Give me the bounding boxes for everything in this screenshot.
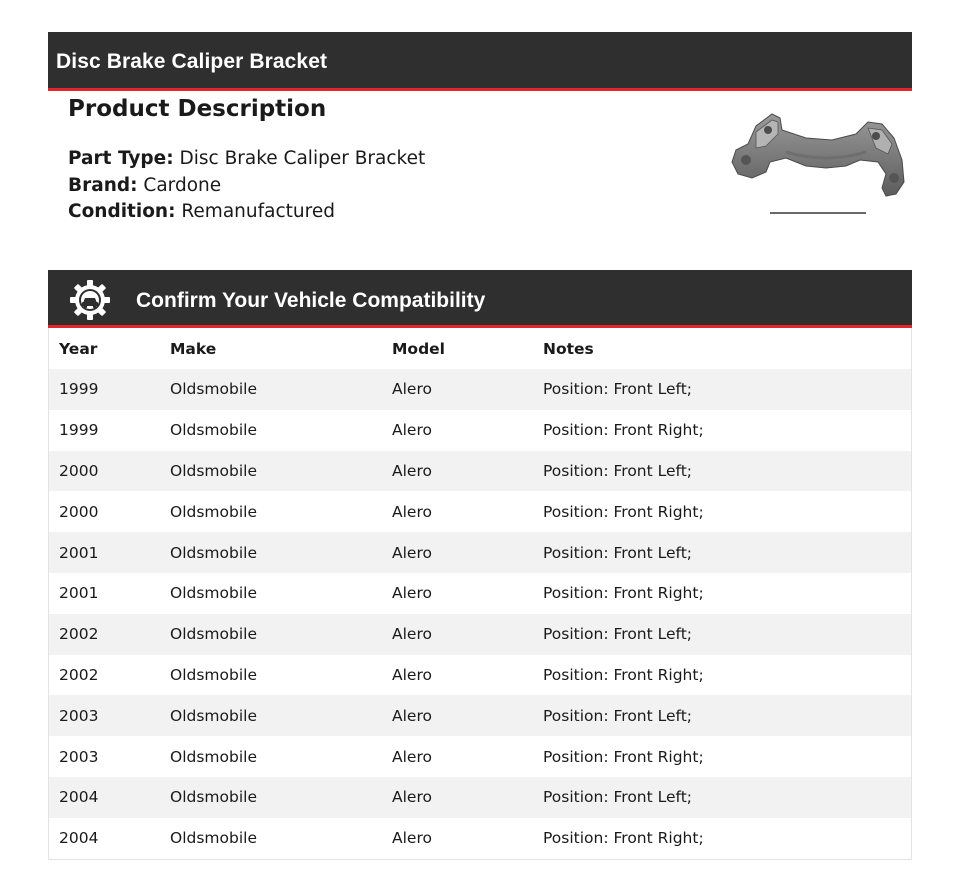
cell-make: Oldsmobile (170, 502, 257, 521)
cell-make: Oldsmobile (170, 421, 257, 440)
table-row (49, 491, 911, 532)
column-header-year: Year (59, 339, 98, 358)
cell-notes: Position: Front Right; (543, 421, 704, 440)
cell-year: 2003 (59, 706, 99, 725)
cell-make: Oldsmobile (170, 706, 257, 725)
table-row (49, 818, 911, 859)
table-row (49, 614, 911, 655)
cell-year: 2002 (59, 625, 99, 644)
cell-model: Alero (392, 461, 432, 480)
cell-model: Alero (392, 788, 432, 807)
cell-model: Alero (392, 829, 432, 848)
table-row (49, 410, 911, 451)
cell-make: Oldsmobile (170, 788, 257, 807)
cell-model: Alero (392, 584, 432, 603)
cell-notes: Position: Front Left; (543, 461, 693, 480)
product-description-title: Product Description (68, 96, 327, 122)
product-title: Disc Brake Caliper Bracket (56, 50, 328, 73)
cell-model: Alero (392, 625, 432, 644)
cell-make: Oldsmobile (170, 625, 257, 644)
cell-year: 2003 (59, 747, 99, 766)
table-row (49, 736, 911, 777)
cell-notes: Position: Front Right; (543, 665, 704, 684)
cell-year: 1999 (59, 421, 99, 440)
product-description (68, 96, 668, 226)
cell-notes: Position: Front Left; (543, 380, 693, 399)
cell-notes: Position: Front Left; (543, 706, 693, 725)
product-title-banner (48, 32, 912, 91)
brand-value: Cardone (143, 174, 222, 196)
brand-label: Brand: (68, 174, 138, 196)
cell-year: 2004 (59, 829, 99, 848)
condition-value: Remanufactured (181, 201, 335, 222)
cell-make: Oldsmobile (170, 380, 257, 399)
table-row (49, 451, 911, 492)
cell-year: 1999 (59, 380, 99, 399)
table-row (49, 573, 911, 614)
cell-notes: Position: Front Right; (543, 747, 704, 766)
cell-notes: Position: Front Left; (543, 625, 693, 644)
cell-model: Alero (392, 543, 432, 562)
cell-year: 2002 (59, 665, 99, 684)
table-row (49, 655, 911, 696)
column-header-notes: Notes (543, 339, 594, 358)
cell-notes: Position: Front Right; (543, 584, 704, 603)
cell-notes: Position: Front Left; (543, 543, 693, 562)
cell-model: Alero (392, 665, 432, 684)
table-row (49, 777, 911, 818)
cell-notes: Position: Front Left; (543, 788, 693, 807)
part-type-label: Part Type: (68, 148, 174, 169)
cell-year: 2004 (59, 788, 99, 807)
table-row (49, 532, 911, 573)
cell-make: Oldsmobile (170, 747, 257, 766)
cell-notes: Position: Front Right; (543, 829, 704, 848)
gear-car-icon (68, 278, 112, 322)
caliper-bracket-image (726, 108, 910, 220)
table-row (49, 369, 911, 410)
column-header-make: Make (170, 339, 217, 358)
condition-row (68, 199, 668, 226)
cell-model: Alero (392, 380, 432, 399)
brand-row (68, 173, 668, 200)
cell-year: 2001 (59, 584, 99, 603)
part-type-row (68, 146, 668, 173)
cell-make: Oldsmobile (170, 665, 257, 684)
cell-year: 2000 (59, 502, 99, 521)
cell-model: Alero (392, 421, 432, 440)
table-header (49, 328, 911, 369)
cell-year: 2001 (59, 543, 99, 562)
condition-label: Condition: (68, 201, 176, 222)
cell-notes: Position: Front Right; (543, 502, 704, 521)
part-type-value: Disc Brake Caliper Bracket (179, 148, 426, 169)
cell-model: Alero (392, 502, 432, 521)
compatibility-table (48, 328, 912, 860)
cell-make: Oldsmobile (170, 543, 257, 562)
table-row (49, 695, 911, 736)
compatibility-title: Confirm Your Vehicle Compatibility (136, 289, 486, 312)
cell-make: Oldsmobile (170, 584, 257, 603)
cell-model: Alero (392, 747, 432, 766)
column-header-model: Model (392, 339, 445, 358)
compatibility-banner (48, 270, 912, 328)
cell-year: 2000 (59, 461, 99, 480)
table-body (49, 369, 911, 859)
cell-make: Oldsmobile (170, 829, 257, 848)
cell-make: Oldsmobile (170, 461, 257, 480)
cell-model: Alero (392, 706, 432, 725)
